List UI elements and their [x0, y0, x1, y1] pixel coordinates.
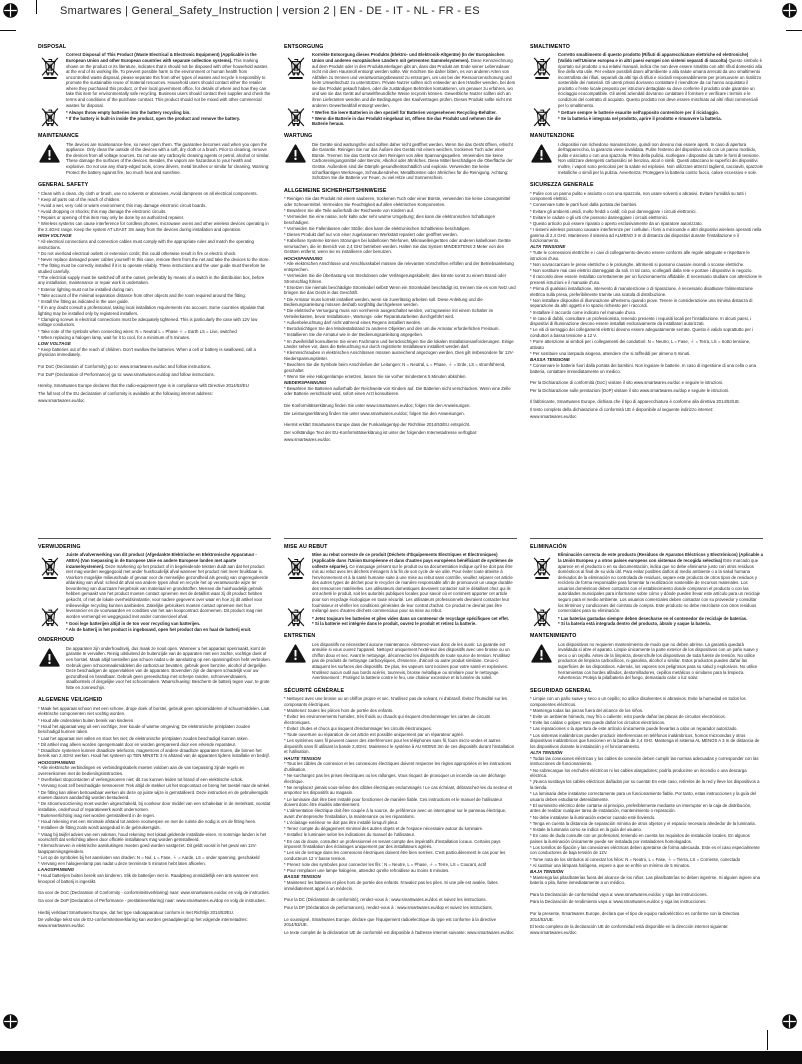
registration-mark-icon [3, 1014, 18, 1029]
maintenance-icons [530, 142, 553, 177]
warning-triangle-icon [531, 144, 552, 163]
low-voltage-heading: NIEDERSPANNUNG [284, 380, 327, 386]
list-item: * Dit artikel mag alleen worden opengemaakt door en worden gerepareerd door een erkende reparateur. [38, 741, 237, 747]
list-item: * Vermeiden Sie eine nasse, sehr kalte oder sehr warme Umgebung; dies kann die elektronischen Schaltungen beschädigen. [284, 214, 496, 225]
list-item: * No debe instalarse la iluminación exterior cuando esté lloviendo. [530, 814, 656, 820]
registration-mark-icon [3, 3, 18, 18]
list-item: * I sistemi wireless possono causare interferenze per i cellulari, i forni a microonde e altri dispositivi wireless operanti nella gamma di 2,4 GHz. Mantenere il sistema ad ALMENO 3 m di distanza dai dispositivi durante l'installazione e il funzionamento. [530, 227, 762, 244]
high-voltage-heading: HOCHSPANNUNG [284, 255, 323, 261]
list-item: * The fitting must be correctly installed if it is to operate reliably. These instructions and the user guide must therefore be studied carefully. [38, 263, 266, 274]
weee-bin-icon [532, 604, 552, 628]
safety-list [38, 706, 271, 759]
maintenance-heading: MANUTENZIONE [530, 133, 575, 140]
disposal-icons [284, 552, 307, 628]
doc-line: Ga voor de DoC (Declaration of Conformity - conformiteitsverklaring) naar: www.smartwares.eu/doc en volg de instructies. [38, 890, 270, 896]
list-item: * The electrical supply must be switched off at the outset, preferably by means of a switch in the distribution box, before any installation, maintenance or repair work is undertaken. [38, 274, 265, 286]
list-item: * Ersetzen Sie niemals beschädigte Stromkabel selbst! Wenn ein Stromkabel beschädigt ist, trennen Sie es vom Netz und bringen Sie das Gerät in das Geschäft. [284, 284, 516, 296]
dop-line: Die Leistungserklärung finden Sie unter www.smartwares.eu/doc; folgen Sie den Anweisungen. [284, 410, 465, 416]
maintenance-paragraph: I dispositivi non richiedono manutenzione, quindi non devono mai essere aperti. In caso di apertura dell'apparecchio, la garanzia viene invalidata. Pulire l'esterno del dispositivo solo con un panno morbido, pulito e asciutto o con una spazzola. Prima della pulizia, scollegare i dispositivi da tutte le fonti di tensione. Non utilizzare detergenti carbossilici né benzina, alcol o simili. Questi attaccano le superfici dei dispositivi. Inoltre, i vapori sono pericolosi per la salute ed esplosivi. Non utilizzare attrezzi taglienti, cacciaviti, spazzole metalliche o simili per la pulizia. Avvertenza: Proteggere la batteria contro fuoco, calore eccessivo e sole. [558, 141, 763, 175]
list-item: * Limpie con un paño suave y seco o un cepillo; no utilice disolventes ni abrasivos. Evite la humedad en todos los componentes eléctricos. [530, 696, 746, 707]
safety-heading: ALLGEMEINE SICHERHEITSHINWEISE [284, 187, 387, 194]
list-item: * De fitting kan alleen betrouwbaar werken als deze op juiste wijze is geïnstalleerd. Deze instructies en de gebruikersgids moeten daarom aandachtig worden bestudeerd. [38, 789, 269, 801]
list-item: * Les systèmes sans fil peuvent causer des interférences pour les téléphones sans fil, fours micro-ondes et autres dispositifs sans fil utilisant la bande 2,4GHz. Maintenez le système à AU MOINS 3m de ces dispositifs durant l'installation et l'utilisation. [284, 738, 515, 755]
declaration-line: Der vollständige Text der EU-Konformitätserklärung ist unter der folgenden Internetadresse verfügbar: [284, 429, 478, 435]
weee-bin-icon [532, 554, 552, 580]
list-item: * Toute ouverture ou réparation de cet article est possible uniquement par un réparateur agréé. [284, 732, 465, 738]
list-item: * Maintenez toutes les pièces hors de portée des enfants. [284, 707, 394, 713]
list-item: * En cas de doute, consultez un professionnel en tenant compte des impératifs d'installation locaux. Certains pays imposent l'installation des éclairages uniquement par des installateurs agréés. [284, 838, 501, 850]
list-item: * Beachten Sie die Symbole beim Anschließen der Leitungen: N = Neutral, L = Phase, ⏚ = Erde, LS = stromführend, geschaltet [284, 362, 506, 373]
declaration-url: www.smartwares.eu/doc [530, 414, 577, 420]
list-item: * Außenbeleuchtung darf nicht während eines Regens installiert werden. [284, 320, 422, 326]
list-item: * Todas las conexiones eléctricas y los cables de conexión deben cumplir las normas adecuadas y corresponder con las instrucciones de funcionamiento. [530, 755, 759, 767]
list-item: * Questo articolo può essere riparato o aperto esclusivamente da un riparatore autorizzato. [530, 220, 703, 226]
list-item: * Die elektrische Versorgung muss von vornherein ausgeschaltet werden, vorzugsweise mit einem Schalter im Verteilerkasten, bevor Installations-, Wartungs- oder Reparaturarbeiten durchgeführt wird. [284, 308, 494, 319]
list-item: * Vervang nooit zelf beschadigde netsnoeren! Trek altijd de stekker uit het stopcontact en breng het toestel naar de winkel. [38, 783, 271, 789]
declaration-line: Hereby, Smartwares Europe declares that the radio-equipment type is in compliance with Directive 2014/53/EU [38, 383, 249, 389]
list-item: * Conservare le batterie fuori dalla portata dei bambini. Non ingoiare le batterie. In caso di ingestione di una cella o una batteria, contattare immediatamente un medico. [530, 362, 756, 374]
declaration-line: Le soussigné, Smartwares Europe, déclare que l'équipement radioélectrique du type est conforme à la directive 2014/53/UE. [284, 916, 496, 928]
weee-bin-icon [40, 554, 60, 580]
list-item: * Le luminaire doit être bien installé pour fonctionner de manière fiable. Ces instructions et le manuel de l'utilisateur doivent donc être étudiés attentivement. [284, 796, 503, 808]
declaration-line: Il testo completo della dichiarazione di conformità UE è disponibile al seguente indirizzo internet: [530, 406, 714, 412]
list-item: * Non sovraccaricare le prese elettriche o le prolunghe, altrimenti si possono causare incendi o scosse elettriche. [530, 261, 745, 267]
list-item: * Evitare gli ambienti umidi, molto freddi o caldi; ciò può danneggiare i circuiti elettronici. [530, 208, 697, 214]
list-item: * Tenez compte du dégagement minimal des autres objets et de l'espace nécessaire autour du luminaire. [284, 826, 484, 832]
high-voltage-heading: ALTA TENSIONE [530, 244, 566, 250]
dop-line: Ga voor de DoP (Declaration of Performance - prestatieverklaring) naar: www.smartwares.eu/dop en volg de instructies. [38, 897, 266, 903]
crop-mark [786, 30, 802, 31]
low-voltage-heading: BAJA TENSIÓN [530, 868, 564, 874]
list-item: * Installez le luminaire selon les indications du manuel de l'utilisateur. [284, 832, 415, 838]
list-item: * Avoid dropping or shocks; this may damage the electronic circuits. [38, 209, 167, 215]
list-item: * L'éclairage extérieur ne doit pas être installé lorsqu'il pleut. [284, 820, 399, 826]
disposal-paragraph: Eliminación correcta de este producto (Residuos de Aparatos Eléctricos y Electrónicos) (Aplicable a la Unión Europea y a otros países europeos con sistemas de recogida selectiva) Este marcado que aparece en el producto o en su documentación, indica que no debe eliminarse junto con otros residuos domésticos al final de su vida útil. Para evitar posibles daños al medio ambiente o a la salud humana derivados de la eliminación no controlada de residuos, separe este producto de otros tipos de residuos y recíclelo de forma responsable para fomentar la reutilización sostenible de recursos materiales. Los usuarios domésticos deben contactar con el establecimiento donde compraron el producto o con las autoridades municipales para informarse sobre cómo y dónde pueden llevar este artículo para un reciclaje seguro para el medio ambiente. Los usuarios comerciales deben contactar con su proveedor y consultar los términos y condiciones del contrato de compra. Este producto no debe mezclarse con otros residuos comerciales para su eliminación. [558, 552, 763, 614]
list-item: * Ne remplacez jamais vous-même des câbles électriques endommagés ! Le cas échéant, débranchez-les du secteur et emportez les dispositifs au magasin. [284, 784, 513, 796]
list-item: * Repairs or opening of this item may only be done by an authorized repairer. [38, 215, 185, 221]
list-item: * Houd batterijen buiten bereik van kinderen. Slik de batterijen niet in. Raadpleeg onmiddellijk een arts wanneer een knoopcel of batterij is ingeslikt. [38, 873, 258, 884]
low-voltage-list [38, 347, 271, 358]
weee-bin-icon [40, 54, 60, 80]
safety-heading: ALGEMENE VEILIGHEID [38, 697, 103, 704]
list-item: * Take account of the minimal separation distance from other objects and the room required around the fitting. [38, 292, 246, 298]
weee-bin-icon [532, 104, 552, 128]
list-item: * Houd rekening met een minimale afstand tot andere voorwerpen en met de ruimte die nodig is om de fitting heen. [38, 819, 257, 825]
low-voltage-list [284, 880, 517, 891]
doc-line: Die Konformitätserklärung finden Sie unter www.smartwares.eu/doc; folgen Sie den Anweisungen. [284, 403, 471, 409]
safety-list [530, 696, 763, 749]
list-item: * Pulire con un panno pulito e asciutto o con una spazzola, non usare solventi o abrasivi. Evitare l'umidità su tutti i componenti elettrici. [530, 190, 746, 202]
list-item: * Nettoyez avec une brosse ou un chiffon propre et sec. N'utilisez pas de solvant, ni d'abrasif. Évitez l'humidité sur les composants électriques. [284, 696, 508, 707]
list-item: * Clamping screws in electrical connections must be adequately tightened. This is particularly the case with 12V low voltage conductors. [38, 316, 258, 328]
list-item: * Evite un ambiente húmedo, muy frío o caliente; esto puede dañar las placas de circuitos electrónicos. [530, 714, 726, 720]
registration-mark-icon [782, 1014, 797, 1029]
dop-line: Pour la DP (Déclaration de performances), rendez-vous à : www.smartwares.eu/dop et suivez les instructions. [284, 905, 493, 911]
dop-line: Para la Declaración de rendimiento vaya a: www.smartwares.eu/doc y siga las instrucciones. [530, 899, 707, 905]
disposal-heading: DISPOSAL [38, 44, 67, 50]
page-bottom-bar [0, 1051, 802, 1064]
disposal-paragraph: Mise au rebut correcte de ce produit (Déchets d'Équipements Électriques et Électroniques) (Applicable dans l'Union Européenne et dans d'autres pays européens bénéficiant de systèmes de collecte séparée). Ce marquage présent sur le produit ou sa documentation indique qu'il ne doit pas être mis au rebut avec les déchets ménagers à la fin de son cycle de vie utile. Pour éviter toute atteinte à l'environnement et à la santé humaine suite à une mise au rebut sans contrôle, veuillez séparer cet article des autres types de déchet pour le recycler de manière responsable afin de promouvoir un usage durable des ressources matérielles. Les utilisateurs domestiques devraient contacter soit le détaillant chez qui ils ont acheté le produit, soit les autorités publiques locales pour savoir où et comment apporter cet article pour son recyclage écologique en toute sécurité. Les utilisateurs professionnels devraient contacter leur fournisseur et vérifier les conditions générales de leur contrat d'achat. Ce produit ne devrait pas être mélangé avec d'autres déchets commerciaux pour sa mise au rebut. [312, 552, 513, 614]
disposal-bullets [312, 616, 517, 627]
disposal-paragraph: Corretto smaltimento di questo prodotto (Rifiuti di apparecchiature elettriche ed elettroniche) (Valido nell'Unione europea e in altri paesi europei con sistemi separati di raccolta) Questo simbolo è riportato sul prodotto o sui relativi manuali, indica che non deve essere smaltito con altri rifiuti domestici alla fine della vita utile. Per evitare possibili danni all'ambiente o alla salute umana arrecati da uno smaltimento incontrollato dei rifiuti, separarli da altri tipi di rifiuti e riciclarli responsabilmente per promuovere un riutilizzo sostenibile dei materiali. Gli utenti privati dovranno contattare il rivenditore da cui hanno acquistato il prodotto o l'ente locale preposto per istruzioni dettagliate su dove conferire il prodotto onde garantire un riciclaggio ecocompatibile. Gli utenti aziendali dovranno contattare il fornitore e verificare i termini e le condizioni del contratto di acquisto. Questo prodotto non deve essere mischiato ad altri rifiuti commerciali per lo smaltimento. [558, 52, 763, 108]
list-item: * El suministro eléctrico debe cortarse al principio, preferiblemente mediante un interruptor en la caja de distribución, antes de realizar cualquier tarea de instalación, mantenimiento o reparación. [530, 802, 752, 814]
list-item: * Dieses Produkt darf nur von einer zugelassenen Werkstatt repariert oder geöffnet werden. [284, 232, 458, 238]
low-voltage-heading: BASSE TENSION [284, 874, 321, 880]
weee-bin-icon [286, 554, 306, 580]
weee-bin-icon [532, 54, 552, 80]
list-item: * Mantenga las pilas/baterías fuera del alcance de los niños. Las pilas/baterías no deben ingerirse. Si alguien ingiere una batería o pila, llame inmediatamente a un médico. [530, 874, 761, 886]
disposal-icons [530, 552, 553, 628]
list-item: * Houd het apparaat weg uit een vochtige, zeer koude of warme omgeving; De elektronische printplaten zouden beschadigd kunnen raken. [38, 723, 251, 735]
list-item: * Le viti di serraggio dei collegamenti elettrici devono essere adeguatamente serrate. Questo è valido soprattutto per i conduttori a bassa tensione a 12 V. [530, 327, 754, 339]
lang-section-es [530, 538, 763, 1012]
lang-section-it [530, 44, 763, 534]
safety-list [38, 191, 271, 233]
low-voltage-heading: BASSA TENSIONE [530, 357, 570, 363]
list-item: * Al sustituir una lámpara halógena, espere a que se enfríe un mínimo de 5 minutos. [530, 862, 691, 868]
list-item: * Klemmschrauben in elektrischen Anschlüssen müssen ausreichend angezogen werden. Dies gilt insbesondere für 12V-Niederspannungsleiter. [284, 350, 514, 361]
disposal-heading: VERWIJDERING [38, 544, 81, 550]
low-voltage-list [284, 386, 517, 397]
disposal-heading: MISE AU REBUT [284, 544, 328, 550]
list-item: * Kabellose Systeme können Störungen bei kabellosen Telefonen, Mikrowellengeräten oder anderen kabellosen Geräte verursachen, die im Bereich von 2,4 GHz betrieben werden. Halten Sie das System MINDESTENS 3 Meter von den Geräten entfernt, wenn sie es installieren oder benutzen. [284, 238, 511, 255]
warning-triangle-icon [285, 144, 306, 163]
list-item: * Si la batterie est intégrée dans le produit, ouvrez le produit et retirez la batterie. [312, 621, 477, 627]
list-item: * Install the fitting as indicated in the user guide. [38, 298, 130, 304]
list-item: * Evitare le cadute o gli urti che possono danneggiare i circuiti elettronici. [530, 214, 669, 220]
safety-list [530, 191, 763, 244]
list-item: * Les vis de serrage dans les connexions électriques doivent être bien serrées. C'est particulièrement le cas pour les conducteurs 12 V basse tension. [284, 850, 506, 861]
list-item: * Porre attenzione ai simboli per i collegamenti dei conduttori: N = Neutro, L = Fase, ⏚ = Terra, LS = Sotto tensione, attivato [530, 339, 751, 350]
list-item: * Keep all parts out of the reach of children. [38, 196, 121, 202]
warning-triangle-icon [285, 644, 306, 663]
list-item: * Alle elektrischen Anschlüsse und Anschlusskabel müssen die relevanten Vorschriften erfüllen und der Betriebsanleitung entsprechen. [284, 261, 514, 272]
low-voltage-heading: LAAGSPANNING [38, 867, 75, 873]
maintenance-heading: MAINTENANCE [38, 133, 79, 140]
declaration-url: www.smartwares.eu/doc [284, 437, 331, 443]
list-item: * Las reparaciones o la apertura de este artículo únicamente puede llevarlas a cabo un reparador autorizado. [530, 726, 738, 732]
maintenance-heading: MANTENIMIENTO [530, 633, 577, 640]
list-item: * Let op de symbolen bij het aansluiten van draden: N = Nul, L = Fase, ⏚ = Aarde, LS = onder spanning, geschakeld [38, 855, 260, 861]
list-item: * Always throw empty batteries into the battery recycling bin. [66, 110, 191, 116]
safety-heading: SEGURIDAD GENERAL [530, 687, 592, 694]
list-item: * Bewahren Sie Batterien außerhalb der Reichweite von Kindern auf. Die Batterien nicht verschlucken. Wenn eine Zelle oder Batterie verschluckt wird, sofort einen Arzt konsultieren. [284, 385, 511, 397]
weee-bin-icon [40, 604, 60, 628]
declaration-line: De volledige tekst van de EU-conformiteitsverklaring kan worden geraadpleegd op het volgende internetadres: www.smartwares.eu/doc [38, 917, 248, 928]
low-voltage-list [530, 363, 763, 374]
disposal-paragraph: Korrekte Entsorgung dieses Produkts (Elektro- und Elektronik-Altgeräte) (In der Europäischen Union und anderen europäischen Ländern mit getrennten Sammelsystemen). Diese Kennzeichnung auf dem Produkt oder in den Produktunterlagen gibt an, dass das Produkt am Ende seiner Lebensdauer nicht mit dem Hausmüll entsorgt werden sollte. Wir möchten Sie daher bitten, es von anderen Arten von Abfällen zu trennen und verantwortungsbewusst zu entsorgen, um uns bei der Ressourcenschonung und beim Umweltschutz zu unterstützen. Private Nutzer sollten sich entweder an den Händler wenden, bei dem sie das Produkt gekauft haben, oder die zuständigen Behörden kontaktieren, um genauer zu erfahren, wo und wie sie das Gerät auf umweltfreundliche Weise recyceln können. Gewerbliche Nutzer sollten sich an ihren Lieferanten wenden und die Bedingungen des Kaufvertrages prüfen. Dieses Produkt sollte nicht mit anderen Gewerbeabfall entsorgt werden. [312, 52, 516, 108]
list-item: * L'alimentation électrique doit être coupée à la source, de préférence avec un interrupteur sur le panneau électrique, avant d'entreprendre l'installation, la maintenance ou les réparations. [284, 808, 507, 819]
list-item: * Berücksichtigen Sie den Mindestabstand zu anderen Objekten und den um die Armatur erforderlichen Freiraum. [284, 326, 500, 332]
list-item: * Vermeiden Sie die Überlastung von Steckdosen oder Verlängerungskabeln; dies könnte sonst zu einem Brand oder Stromschlag führen. [284, 273, 507, 284]
list-item: * Prenez note des symboles pour connecter les fils : N = Neutre, L = Phase, ⏚ = Terre, LS = Courant, actif [284, 862, 487, 868]
maintenance-paragraph: Los dispositivos no requieren mantenimiento de modo que no deben abrirse. La garantía quedará invalidada si abre el aparato. Limpie únicamente la parte exterior de los dispositivos con un paño suave y seco o un cepillo. Antes de la limpieza, desenchufe los dispositivos de toda fuente de tensión. No utilice productos de limpieza carboxílicos, ni gasolina, alcohol o similar. Estos productos pueden dañar las superficies de los dispositivos. Además, los vapores son peligrosos para su salud y explosivos. No utilice herramientas con bordes afilados, destornilladores, cepillos metálicos o similares para la limpieza. Advertencia: Proteja la pila/batería del fuego, demasiado calor o luz solar. [558, 641, 759, 681]
list-item: * Installare il raccordo come indicato nel manuale d'uso. [530, 309, 637, 315]
declaration-line: Hierbij verklaart Smartwares Europe, dat het type radioapparatuur conform is met Richtlijn 2014/53/EU. [38, 909, 235, 915]
list-item: * Per sostituire una lampada alogena, attendere che si raffreddi per almeno 5 minuti. [530, 350, 691, 356]
list-item: * Als de batterij in het product is ingebouwd, open het product dan en haal de batterij eruit. [66, 626, 252, 632]
maintenance-heading: ENTRETIEN [284, 633, 316, 640]
list-item: * Évitez chutes et chocs qui risquent d'endommager les circuits électroniques. [284, 725, 432, 731]
doc-line: Pour la DC (Déclaration de conformité), rendez-vous à : www.smartwares.eu/doc et suivez les instructions. [284, 897, 487, 903]
high-voltage-list [38, 765, 271, 866]
maintenance-paragraph: De apparaten zijn onderhoudsvrij, dus maak ze nooit open. Wanneer u het apparaat openmaakt, komt de garantie te vervallen. Reinig uitsluitend de buitenzijde van de apparaten met een zachte, vochtige doek of een borstel. Maak altijd toestellen pas schoon nadat u de aansluiting op een spanningsbron hebt verbroken. Gebruik geen schoonmaakmiddelen die carbonzuur bevatten, gebruik geen benzine, alcohol of dergelijke. Deze beschadigen de oppervlakken van de apparaten. Bovendien zijn de dampen schadelijk voor uw gezondheid en brandbaar. Gebruik geen gereedschap met scherpe randen, schroevendraaiers, staalborstels of dergelijke voor het schoonmaken. Waarschuwing: Bescherm de batterij tegen vuur, te grote hitte en zonneschijn. [66, 645, 271, 690]
list-item: * En caso de duda consulte con un profesional, teniendo en cuenta los requisitos de instalación locales. En algunos países la iluminación únicamente puede ser instalada por instaladores homologados. [530, 833, 750, 844]
list-item: * Evite las caídas o golpes; esto puede dañar los circuitos electrónicos. [530, 720, 666, 726]
list-item: * Avoid a wet, very cold or warm environment; this may damage electronic circuit boards. [38, 202, 207, 208]
list-item: * Installieren Sie die Armatur wie in der Bedienungsanleitung angegeben. [284, 332, 424, 338]
registration-mark-icon [782, 3, 797, 18]
list-item: * Draadloze systemen kunnen draadloze telefoons, magnetrons of andere draadloze apparaten storen, die binnen het bereik van 2,4GHz werken. Houd het systeem op TEN MINSTE 3 m afstand van de apparaten tijdens installatie en bedrijf. [38, 747, 270, 759]
list-item: * Il raccordo deve essere installato correttamente per un funzionamento affidabile. È necessario studiare con attenzione le presenti istruzioni e il manuale d'uso. [530, 274, 762, 285]
disposal-icons [284, 52, 307, 128]
list-item: * Never replace damaged power cables yourself! In this case, remove them from the net and take the devices to the store. [38, 256, 270, 262]
page-title: Smartwares | General_Safety_Instruction | version 2 | EN - DE - IT - NL - FR - ES [60, 5, 480, 17]
list-item: * Los tornillos de fijación y las conexiones eléctricas deben apretarse de forma adecuada. Este es el caso especialmente con conductores de baja tensión de 12V. [530, 844, 760, 856]
lang-section-fr [284, 538, 517, 1012]
list-item: * Reinigen Sie das Produkt mit einem sauberen, trockenen Tuch oder einer Bürste, verwenden Sie keine Lösungsmittel oder Scheuermittel. Vermeiden Sie Feuchtigkeit auf allen elektrischen Komponenten. [284, 196, 511, 207]
declaration-line: Le texte complet de la déclaration UE de conformité est disponible à l'adresse internet suivante: www.smartwares.eu/doc [284, 929, 514, 935]
weee-bin-icon [286, 104, 306, 128]
list-item: * Évitez les environnements humides, très froids ou chauds qui risquent d'endommager les cartes de circuits électroniques. [284, 714, 490, 725]
list-item: * Ne surchargez pas les prises électriques ou les rallonges. Vous risquez de provoquer un incendie ou une décharge électrique. [284, 773, 506, 784]
crop-mark [36, 0, 37, 14]
list-item: * Maak het apparaat schoon met een schone, droge doek of borstel, gebruik geen oplosmiddelen of schuurmiddelen. Laat elektrische componenten niet vochtig worden. [38, 705, 270, 717]
high-voltage-list [530, 250, 763, 356]
dop-line: For DoP (Declaration of Performance) go to: www.smartwares.eu/dop and follow instructions. [38, 371, 215, 377]
lang-section-de [284, 44, 517, 534]
disposal-heading: SMALTIMENTO [530, 44, 571, 50]
disposal-paragraph: Correct Disposal of This Product (Waste Electrical & Electronic Equipment) (Applicable in the European Union and other European countries with separate collection systems). This marking shown on the product or its literature, indicates that it should not be disposed with other household wastes at the end of its working life. To prevent possible harm to the environment or human health from uncontrolled waste disposal, please separate this from other types of wastes and recycle it responsibly to promote the sustainable reuse of material resources. Household users should contact either the retailer where they purchased this product, or their local government office, for details of where and how they can take this item for environmentally safe recycling. Business users should contact their supplier and check the terms and conditions of the purchase contract. This product should not be mixed with other commercial wastes for disposal. [66, 52, 271, 108]
safety-heading: SÉCURITÉ GÉNÉRALE [284, 687, 345, 694]
list-item: * Bewahren Sie alle Teile außerhalb der Reichweite von Kindern auf. [284, 207, 415, 213]
low-voltage-list [530, 875, 763, 886]
list-item: * Houd alle onderdelen buiten bereik van kinderen. [38, 717, 135, 723]
maintenance-icons [530, 642, 553, 683]
declaration-line: El texto completo de la declaración UE de conformidad está disponible en la dirección internet siguiente: www.smartwares.eu/doc [530, 924, 729, 935]
list-item: * De stroomvoorziening moet worden uitgeschakeld, bij voorkeur door middel van een schakelaar in de meterkast, voordat installatie, onderhoud of reparatiewerk wordt ondernomen. [38, 801, 271, 812]
list-item: * Klemschroeven in elektrische aansluitingen moeten goed worden vastgezet. Dit geldt vooral in het geval van 12V-laagspanningsgeleiders. [38, 843, 257, 854]
list-item: * In caso di dubbi, consultare un professionista, tenendo presente i requisiti locali per l'installazione. In alcuni paesi, i dispositivi di illuminazione devono essere installati esclusivamente da installatori autorizzati. [530, 315, 752, 327]
disposal-icons [530, 52, 553, 128]
list-item: * Im Zweifelsfall konsultieren Sie einen Fachmann und berücksichtigen Sie die lokalen Installationsanforderungen. Einige Länder sehen vor, dass die Beleuchtung nur durch registrierte Installateure installiert werden darf. [284, 338, 514, 350]
doc-line: Per la Dichiarazione di conformità (DoC) visitare il sito www.smartwares.eu/doc e seguire le istruzioni. [530, 380, 724, 386]
warning-triangle-icon [39, 648, 60, 667]
list-item: * Gooi lege batterijen altijd in de ton voor recycling van batterijen. [66, 621, 201, 627]
list-item: * Las baterías gastadas siempre deben desecharse en el contenedor de reciclaje de baterías. [558, 615, 748, 621]
disposal-icons [38, 52, 61, 128]
weee-bin-icon [40, 104, 60, 128]
doc-line: Para la Declaración de conformidad vaya a: www.smartwares.eu/doc y siga las instrucciones. [530, 891, 708, 897]
maintenance-paragraph: Les dispositifs ne nécessitent aucune maintenance. Abstenez-vous donc de les ouvrir. La garantie est annulée si vous ouvrez l'appareil. Nettoyez uniquement l'extérieur des dispositifs avec une brosse ou un chiffon doux et sec. Avant le nettoyage, déconnectez les dispositifs de toute source de tension. N'utilisez pas de produits de nettoyage carboxyliques, d'essence, d'alcool ou autre produit similaire. Ceux-ci attaquent les surfaces des dispositifs. De plus, les vapeurs sont nocives pour votre santé et explosives. N'utilisez aucun outil aux bords acérés, tournevis, brosse métallique ou similaire pour le nettoyage. Avertissement : Protégez la batterie contre le feu, une chaleur excessive et la lumière du soleil. [312, 641, 511, 681]
high-voltage-list [38, 239, 271, 340]
list-item: * Clean with a clean, dry cloth or brush, use no solvents or abrasives. Avoid dampness on all electrical components. [38, 190, 258, 196]
list-item: * Die Armatur muss korrekt installiert werden, wenn sie zuverlässig arbeiten soll. Diese Anleitung und die Bedienungsanleitung müssen deshalb sorgfältig durchgelesen werden. [284, 296, 483, 308]
maintenance-icons [284, 642, 307, 683]
list-item: * Tous les câbles de connexion et les connexions électriques doivent respecter les règles appropriées et les instructions d'utilisation. [284, 761, 512, 772]
crop-mark [0, 30, 16, 31]
list-item: * Pour remplacer une lampe halogène, attendez qu'elle refroidisse au moins 5 minutes. [284, 868, 450, 874]
declaration-line: Por la presente, Smartwares Europe, declara que el tipo de equipo radioeléctrico es conforme con la Directiva 2014/53/UE. [530, 911, 740, 922]
list-item: * Prima di qualsiasi installazione, intervento di manutenzione o di riparazione, è necessario disattivare l'alimentazione elettrica sulla presa, preferibilmente tramite una scatola di distribuzione. [530, 286, 753, 297]
maintenance-heading: WARTUNG [284, 133, 313, 140]
maintenance-icons [38, 142, 61, 177]
weee-bin-icon [286, 604, 306, 628]
list-item: * Se la batteria è integrata nel prodotto, aprire il prodotto e rimuovere la batteria. [558, 115, 722, 121]
disposal-heading: ENTSORGUNG [284, 44, 324, 50]
list-item: * Jetez toujours les batteries et piles vides dans un conteneur de recyclage spécifiques cet effet. [312, 615, 510, 621]
low-voltage-heading: LOW VOLTAGE [38, 341, 71, 346]
high-voltage-list [530, 756, 763, 869]
warning-triangle-icon [531, 644, 552, 663]
list-item: * Mantenga todas las piezas fuera del alcance de los niños. [530, 707, 644, 713]
disposal-bullets [66, 110, 271, 121]
list-item: * Non sostituire mai cavi elettrici danneggiati da soli. In tal caso, scollegarli dalla rete e portare i dispositivi in negozio. [530, 268, 753, 274]
dop-line: Per la Dichiarazione sulle prestazioni (DoP) visitare il sito www.smartwares.eu/dop e seguire le istruzioni. [530, 387, 730, 393]
list-item: * Overbelast stopcontacten of verlengsnoeren niet; dit zou kunnen leiden tot brand of een elektrische schok. [38, 777, 243, 783]
high-voltage-list [284, 261, 517, 379]
crop-mark [767, 1030, 768, 1050]
list-item: * Werfen Sie leere Batterien in den speziell für Batterien vorgesehenen Recycling-Behälter. [312, 110, 497, 116]
declaration-line: Hiermit erklärt Smartwares Europe dass der Funkanlagentyp der Richtlinie 2014/53/EU entspricht. [284, 422, 471, 428]
disposal-bullets [312, 110, 517, 127]
safety-list [284, 196, 517, 255]
maintenance-paragraph: The devices are maintenance-free, so never open them. The guarantee becomes void when you open the appliance. Only clean the outside of the devices with a soft, dry cloth or a brush. Prior to cleaning, remove the devices from all voltage sources. Do not use any carboxylic cleaning agents or petrol, alcohol or similar. These damage the surfaces of the devices. Besides, the vapors are hazardous to your health and explosive. Do not use any sharp-edged tools, screw drivers, metal brushes or similar for cleaning. Warning: Protect the battery against fire, too much heat and sunshine. [66, 141, 270, 175]
list-item: * Si la batería está integrada dentro del producto, ábralo y saque la batería. [558, 621, 711, 627]
list-item: * Installeer de fitting zoals wordt aangeduid in de gebruikersgids. [38, 825, 161, 831]
list-item: * Non installare dispositivi di illuminazione all'esterno quando piove. Tenere in considerazione una minima distanza di separazione da altri oggetti e lo spazio richiesto per i raccordi. [530, 297, 753, 309]
high-voltage-heading: ALTA TENSIÓN [530, 749, 563, 755]
list-item: * Exterior lighting must not be installed during rain. [38, 286, 134, 292]
list-item: * Wenn Sie eine Halogenlampe ersetzen, lassen Sie sie vorher mindestens 5 Minuten abkühlen. [284, 373, 467, 379]
list-item: * If in any doubt consult a professional, taking local installation requirements into account. Some countries stipulate that lighting may be installed only by registered installers. [38, 305, 265, 316]
list-item: * Conservare tutte le parti fuori dalla portata dei bambini. [530, 202, 638, 208]
list-item: * Los sistemas inalámbricos pueden producir interferencias en teléfonos inalámbricos, hornos microondas y otros dispositivos inalámbricos que funcionen en la banda de 2,4 GHz. Mantenga el sistema AL MENOS A 3 m de distancia de los dispositivos durante la instalación y el funcionamiento. [530, 732, 760, 749]
safety-heading: SICUREZZA GENERALE [530, 182, 594, 189]
list-item: * When replacing a halogen lamp, wait for it to cool, for a minimum of 5 minutes. [38, 334, 191, 340]
list-item: * No sobrecargue los enchufes eléctricos ni los cables alargadores; podría producirse un incendio o una descarga eléctrica. [530, 767, 747, 779]
declaration-line: Il fabbricante, Smartwares Europe, dichiara che il tipo di apparecchiatura è conforme alla direttiva 2014/53/UE. [530, 399, 741, 405]
list-item: * Buitenverlichting mag niet worden geïnstalleerd in de regen. [38, 813, 156, 819]
maintenance-heading: ONDERHOUD [38, 637, 75, 644]
high-voltage-heading: HIGH VOLTAGE [38, 233, 72, 239]
list-item: * ¡Nunca sustituya los cables eléctricos dañados por su cuenta! En este caso, retírelos de la red y lleve los dispositivos a la tienda. [530, 779, 760, 790]
list-item: * Vervang een halogeenlamp pas nadat u deze tenminste 5 minuten hebt laten afkoelen. [38, 861, 206, 867]
list-item: * Keep batteries out of the reach of children. Don't swallow the batteries. When a cell or battery is swallowed, call a physician immediately. [38, 346, 256, 358]
bottom-row [38, 538, 763, 1006]
disposal-bullets [558, 110, 763, 121]
list-item: * Vraag bij twijfel advies van een vakman, houd rekening met lokaal geldende installatie-eisen. In sommige landen is het voorschrift dat verlichting alleen door officiële installateurs mag worden geïnstalleerd. [38, 831, 267, 843]
list-item: * All electrical connections and connection cables must comply with the appropriate rules and match the operating instructions. [38, 239, 254, 250]
list-item: * Tutte le connessioni elettriche e i cavi di collegamento devono essere conformi alle regole adeguate e rispettare le istruzioni d'uso. [530, 250, 750, 261]
weee-bin-icon [286, 54, 306, 80]
low-voltage-list [38, 873, 271, 884]
disposal-icons [38, 552, 61, 632]
top-row [38, 44, 763, 534]
list-item: * La luminaria debe instalarse correctamente para un funcionamiento fiable. Por tanto, estas instrucciones y la guía del usuario deben estudiarse detenidamente. [530, 791, 756, 802]
list-item: * Take note of the symbols when connecting wires: N = Neutral L = Phase ⏚ = Earth LS = Live, switched [38, 328, 237, 334]
disposal-bullets [66, 621, 271, 632]
maintenance-icons [38, 646, 61, 693]
doc-line: For DoC (Declaration of Conformity) go to: www.smartwares.eu/doc and follow instructions. [38, 364, 212, 369]
lang-section-nl [38, 538, 271, 1012]
list-item: * Vermeiden Sie Fallenlassen oder Stöße; dies kann die elektronischen Schaltkreise beschädigen. [284, 225, 471, 231]
disposal-heading: ELIMINACIÓN [530, 544, 567, 550]
high-voltage-heading: HOOGSPANNING [38, 759, 76, 765]
warning-triangle-icon [39, 144, 60, 163]
list-item: * If the battery is built-in inside the product, open the product and remove the battery. [66, 115, 241, 121]
list-item: * Laat het apparaat niet vallen en stoot het niet; de elektronische printplaten zouden beschadigd kunnen raken. [38, 735, 249, 741]
high-voltage-list [284, 761, 517, 874]
lang-section-en [38, 44, 271, 534]
maintenance-paragraph: Die Geräte sind wartungsfrei und sollten daher nicht geöffnet werden. Wenn Sie das Gerät öffnen, erlischt die Garantie. Reinigen Sie nur das Äußere des Geräts mit einem weichen, trockenen Tuch oder einer Bürste. Trennen Sie das Gerät vor dem Reinigen von allen Spannungsquellen. Verwenden Sie keine Carbonreinigungsmittel oder Benzin, Alkohol oder ähnliches. Diese Mittel beschädigen die Oberfläche der Geräte. Außerdem sind die Dämpfe gesundheitsschädlich und explosiv. Verwenden Sie keine scharfkantigen Werkzeuge, Schraubendreher, Metallbürsten oder ähnliches für die Reinigung. Achtung: Schützen Sie die Batterie vor Feuer, zu viel Hitze und Sonnenschein. [312, 141, 513, 181]
declaration-line: The full text of the EU declaration of conformity is available at the following internet address: [38, 390, 213, 396]
list-item: * Tenga en cuenta la distancia de separación mínima de otros objetos y el espacio necesario alrededor de la luminaria. [530, 820, 756, 826]
safety-heading: GENERAL SAFETY [38, 182, 89, 189]
disposal-bullets [558, 616, 763, 627]
high-voltage-heading: HAUTE TENSION [284, 755, 321, 761]
list-item: * Gettare sempre le batterie esaurite nell'apposito contenitore per il riciclaggio. [558, 110, 720, 116]
list-item: * Tome nota de los símbolos al conectar los hilos: N = Neutro, L = Fase, ⏚ = Tierra, LS = Corriente, conectado [530, 856, 741, 862]
safety-list [284, 696, 517, 755]
maintenance-icons [284, 142, 307, 183]
declaration-url: www.smartwares.eu/doc [38, 398, 85, 404]
list-item: * Wireless systems can cause interference for cordless phones, microwave ovens and other wireless devices operating in the 2.4GHz range. Keep the system AT LEAST 3m away from the devices during installation and operation. [38, 221, 269, 233]
list-item: * Wenn die Batterie in das Produkt eingebaut ist, öffnen Sie das Produkt und nehmen Sie die Batterie heraus. [312, 115, 501, 127]
disposal-paragraph: Juiste afvalverwerking van dit product (Afgedankte Elektrische en Elektronische Apparatuur - AEEA) (Van toepassing in de Europese Unie en andere Europese landen met aparte inzamelsystemen). Deze markering op het product of in begeleidende teksten duidt aan dat het product niet mag worden weggegooid met ander huishoudelijk afval wanneer het product niet meer bruikbaar is. Voorkom mogelijke milieuschade of gevaar voor de menselijke gezondheid als gevolg van ongereguleerde afdanking van afval: scheid dit afval van andere typen afval en recycle het op verantwoorde wijze ter bevordering van duurzaam hergebruik van materiaal en grondstoffen. Mensen die huishoudelijk gebruik hebben gemaakt van het product moeten contact opnemen met de detaillist waar zij dit product hebben gekocht, of met de lokale overheidsinstantie, voor nadere gegevens over waar en hoe zij dit artikel voor milieuveilige recycling kunnen aanbieden. Zakelijke gebruikers moeten contact opnemen met hun leverancier en de voorwaarden en condities van het aan koopcontract doornemen. Dit product mag niet worden vermengd en weggegooid met ander commercieel afval. [66, 552, 269, 619]
list-item: * Maintenez les batteries et piles hors de portée des enfants. N'avalez pas les piles. Si une pile est avalée, faites immédiatement appel à un médecin. [284, 880, 498, 891]
list-item: * Instale la luminaria como se indica en la guía del usuario. [530, 826, 643, 832]
list-item: * Alle elektrische verbindingen en verbindingskabels moeten voldoen aan de van toepassing zijnde regels en overeenkomen met de bedieningsinstructies. [38, 765, 245, 777]
list-item: * Do not overload electrical outlets or extension cords; this could otherwise result in fire or electric shock. [38, 250, 237, 256]
